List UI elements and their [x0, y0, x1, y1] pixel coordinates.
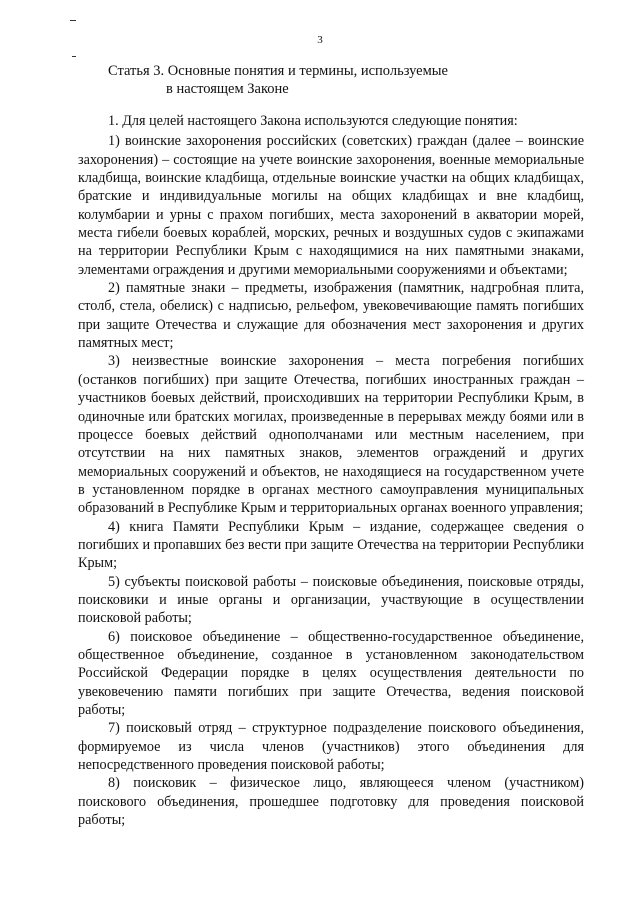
definition-item-7: 7) поисковый отряд – структурное подразделение поискового объединения, формируемое из числа членов (участников) этого объединения для непосредственного проведения поисковой работы;	[78, 720, 584, 774]
definition-item-5: 5) субъекты поисковой работы – поисковые объединения, поисковые отряды, поисковики и иные органы и организации, участвующие в осуществлении поисковой работы;	[78, 573, 584, 627]
article-body	[78, 112, 584, 829]
definition-item-3: 3) неизвестные воинские захоронения – места погребения погибших (останков погибших) при защите Отечества, погибших иностранных граждан – участников боевых действий, происходивших на территории Республики Крым, в одиночные или братских могилах, произведенные в перерывах между боями или в процессе боевых действий однополчанами или местным населением, при отсутствии на них памятных знаков, элементов ограждений и других мемориальных сооружений и объектов, не находящиеся на государственном учете в установленном порядке в органах местного самоуправления муниципальных образований в Республике Крым и территориальных органах военного управления;	[78, 353, 584, 517]
intro-paragraph: 1. Для целей настоящего Закона используются следующие понятия:	[108, 113, 518, 129]
article-title-line-2: в настоящем Законе	[166, 81, 289, 97]
article-title	[108, 62, 548, 98]
scan-mark	[72, 56, 76, 57]
page-number: 3	[317, 34, 323, 46]
scan-mark	[70, 20, 76, 21]
definition-item-2: 2) памятные знаки – предметы, изображения (памятник, надгробная плита, столб, стела, обелиск) с надписью, рельефом, увековечивающие память погибших при защите Отечества и служащие для обозначения мест захоронения и других памятных мест;	[78, 280, 584, 352]
definition-item-4: 4) книга Памяти Республики Крым – издание, содержащее сведения о погибших и пропавших без вести при защите Отечества на территории Республики Крым;	[78, 518, 584, 572]
definition-item-1: 1) воинские захоронения российских (советских) граждан (далее – воинские захоронения) – состоящие на учете воинские захоронения, военные мемориальные кладбища, воинские кладбища, отдельные воинские участки на общих кладбищах, братские и индивидуальные могилы на общих кладбищах и вне кладбищ, колумбарии и урны с прахом погибших, места захоронений в акватории морей, места гибели боевых кораблей, морских, речных и воздушных судов с экипажами на территории Республики Крым с находящимися на них памятными знаками, элементами ограждения и другими мемориальными сооружениями и объектами;	[78, 133, 584, 278]
definition-item-6: 6) поисковое объединение – общественно-государственное объединение, общественное объединение, созданное в установленном законодательством Российской Федерации порядке в целях осуществления деятельности по увековечению памяти погибших при защите Отечества, ведения поисковой работы;	[78, 628, 584, 718]
article-title-line-1: Статья 3. Основные понятия и термины, используемые	[108, 63, 448, 79]
definition-item-8: 8) поисковик – физическое лицо, являющееся членом (участником) поискового объединения, прошедшее подготовку для проведения поисковой работы;	[78, 775, 584, 829]
